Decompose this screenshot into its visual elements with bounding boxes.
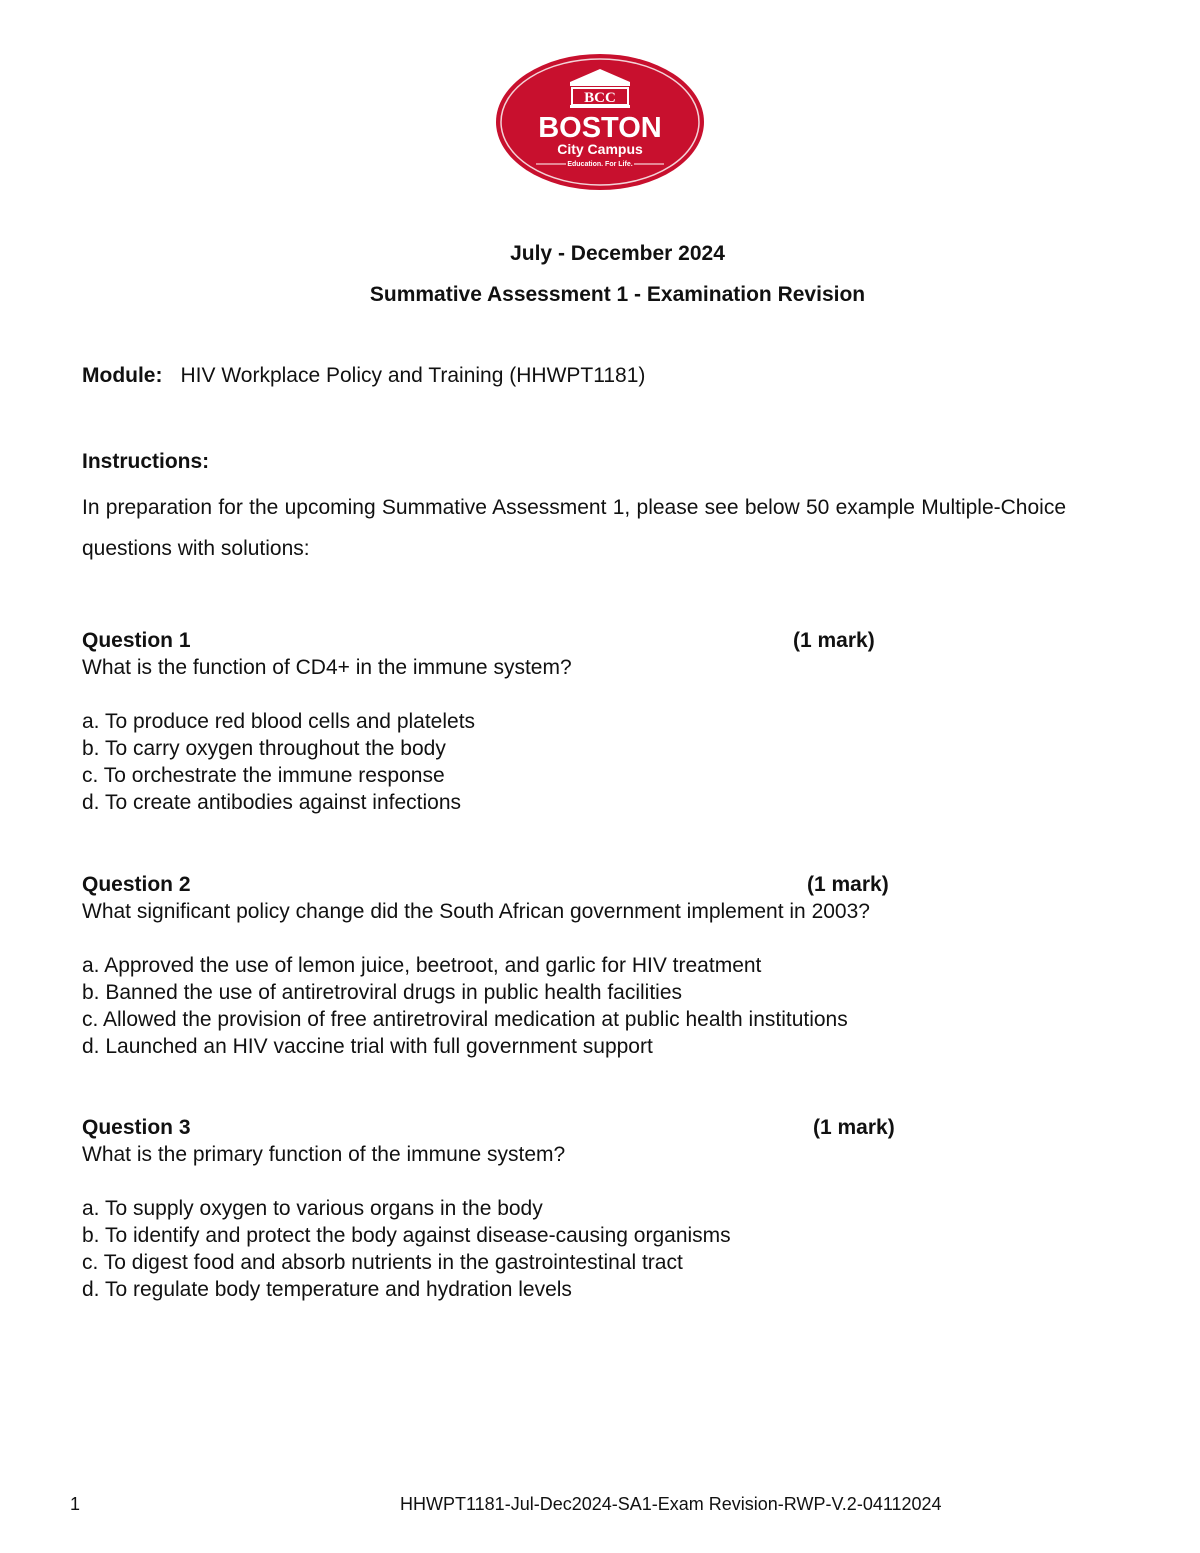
question-header — [82, 1114, 982, 1141]
answer-option: b. Banned the use of antiretroviral drugs in public health facilities — [82, 981, 683, 1004]
question-label: Question 3 — [82, 1116, 191, 1139]
answer-option: c. Allowed the provision of free antiretroviral medication at public health institutions — [82, 1008, 848, 1031]
answer-option: d. Launched an HIV vaccine trial with full government support — [82, 1035, 653, 1058]
logo-tagline: Education. For Life. — [567, 161, 633, 168]
assessment-period: July - December 2024 — [510, 242, 725, 265]
question-mark: (1 mark) — [793, 629, 875, 652]
instructions-heading: Instructions: — [82, 450, 210, 473]
question-block — [82, 871, 982, 1060]
question-text: What is the primary function of the immune system? — [82, 1143, 566, 1166]
logo-graphic — [494, 52, 706, 192]
answer-option: d. To create antibodies against infections — [82, 791, 462, 814]
answer-option: c. To orchestrate the immune response — [82, 764, 445, 787]
answer-option: b. To carry oxygen throughout the body — [82, 737, 446, 760]
answer-option: a. Approved the use of lemon juice, beetroot, and garlic for HIV treatment — [82, 954, 762, 977]
page-number: 1 — [70, 1494, 81, 1514]
logo-subtitle: City Campus — [557, 141, 643, 157]
question-label: Question 1 — [82, 629, 191, 652]
answer-option: a. To produce red blood cells and platelets — [82, 710, 476, 733]
question-header — [82, 871, 982, 898]
module-label: Module: — [82, 364, 163, 387]
answer-option: a. To supply oxygen to various organs in the body — [82, 1197, 543, 1220]
answer-option: c. To digest food and absorb nutrients in the gastrointestinal tract — [82, 1251, 683, 1274]
question-text: What is the function of CD4+ in the immune system? — [82, 656, 572, 679]
question-block — [82, 1114, 982, 1303]
question-label: Question 2 — [82, 873, 191, 896]
question-mark: (1 mark) — [807, 873, 889, 896]
answer-option: b. To identify and protect the body against disease-causing organisms — [82, 1224, 731, 1247]
logo-acronym: BCC — [584, 90, 616, 106]
document-title: Summative Assessment 1 - Examination Revision — [369, 283, 866, 306]
document-code: HHWPT1181-Jul-Dec2024-SA1-Exam Revision-RWP-V.2-04112024 — [400, 1494, 942, 1514]
question-header — [82, 627, 982, 654]
question-block — [82, 627, 982, 816]
instructions-text: In preparation for the upcoming Summative Assessment 1, please see below 50 example Multiple-Choice questions with solutions: — [82, 496, 1066, 560]
logo-name: BOSTON — [538, 112, 662, 144]
boston-city-campus-logo — [494, 52, 706, 192]
module-line — [82, 364, 645, 388]
question-text: What significant policy change did the South African government implement in 2003? — [82, 900, 870, 923]
question-mark: (1 mark) — [813, 1116, 895, 1139]
module-value: HIV Workplace Policy and Training (HHWPT1181) — [180, 364, 646, 387]
answer-option: d. To regulate body temperature and hydration levels — [82, 1278, 572, 1301]
